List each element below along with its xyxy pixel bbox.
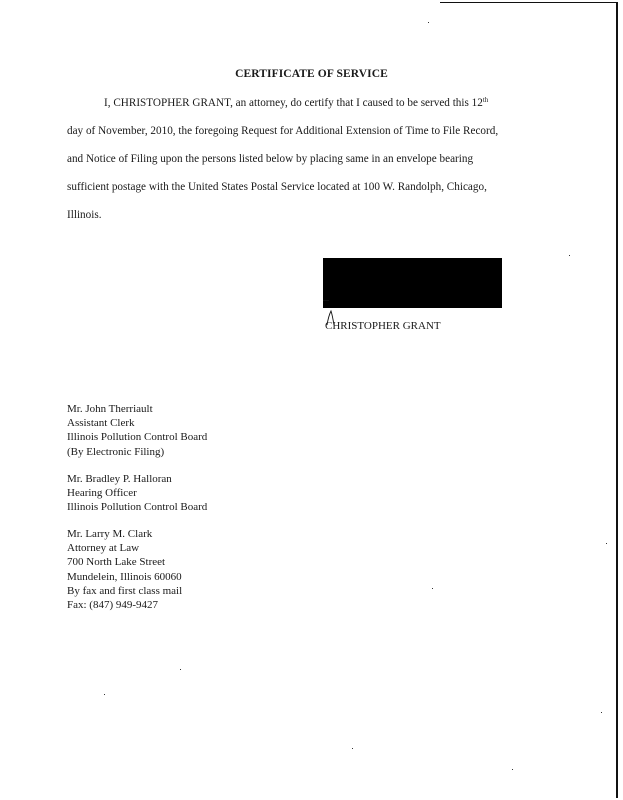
scan-speck	[180, 669, 181, 670]
recipient-fax: Fax: (847) 949-9427	[67, 599, 159, 612]
recipient-title: Assistant Clerk	[67, 417, 135, 430]
service-recipient-clark	[67, 527, 182, 612]
recipient-organization: Illinois Pollution Control Board	[67, 431, 208, 444]
scan-speck	[512, 769, 513, 770]
scan-frame-top-edge	[440, 2, 618, 3]
certification-line-3: and Notice of Filing upon the persons listed below by placing same in an envelope bearing	[67, 153, 474, 165]
scan-speck	[569, 255, 570, 256]
recipient-delivery-method: By fax and first class mail	[67, 584, 183, 597]
service-recipient-halloran	[67, 472, 207, 515]
certification-line-5: Illinois.	[67, 209, 102, 221]
scan-speck	[606, 543, 607, 544]
ordinal-suffix: th	[482, 96, 489, 104]
document-title: CERTIFICATE OF SERVICE	[235, 68, 388, 80]
scan-speck	[601, 712, 602, 713]
recipient-delivery-method: (By Electronic Filing)	[67, 445, 165, 458]
scan-speck	[104, 694, 105, 695]
redacted-signature-block	[323, 258, 502, 308]
scan-speck	[432, 588, 433, 589]
scan-speck	[352, 748, 353, 749]
recipient-title: Hearing Officer	[67, 487, 137, 500]
scan-frame-right-edge	[616, 2, 618, 798]
certification-line-1-text: I, CHRISTOPHER GRANT, an attorney, do certify that I caused to be served this 12	[104, 97, 483, 109]
recipient-name: Mr. Larry M. Clark	[67, 528, 153, 540]
signer-name: CHRISTOPHER GRANT	[325, 320, 441, 332]
recipient-title: Attorney at Law	[67, 542, 140, 555]
certification-line-2: day of November, 2010, the foregoing Request for Additional Extension of Time to File Record,	[67, 125, 499, 137]
service-recipient-therriault	[67, 402, 207, 459]
recipient-city: Mundelein, Illinois 60060	[67, 570, 182, 583]
recipient-name: Mr. Bradley P. Halloran	[67, 473, 172, 485]
recipient-street: 700 North Lake Street	[67, 556, 166, 569]
signature-line	[323, 300, 329, 301]
recipient-name: Mr. John Therriault	[67, 403, 153, 415]
scan-speck	[428, 22, 429, 23]
certification-line-1	[104, 97, 488, 109]
certification-line-4: sufficient postage with the United States Postal Service located at 100 W. Randolph, Chicago,	[67, 181, 487, 193]
recipient-organization: Illinois Pollution Control Board	[67, 501, 208, 514]
